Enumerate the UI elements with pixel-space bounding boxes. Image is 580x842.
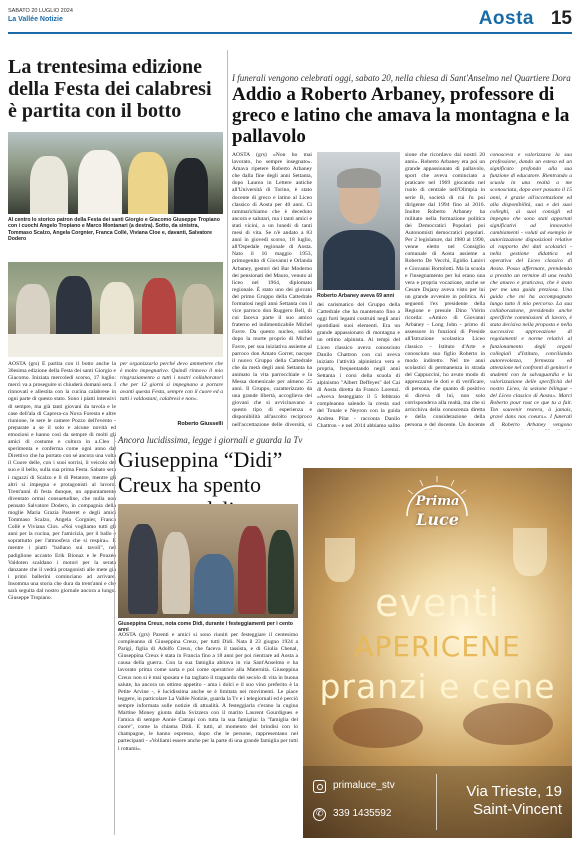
left-article-col2: per organizzarla perché devo ammettere che è molto impegnativo. Quindi rinnovo il mio ringraziamento a tutti i nostri collaboratori che per 12 giorni si impegnano a portare avanti questa Festa, sempre con il cuore ed a tutti i valdostani, calabresi e non».	[120, 361, 223, 403]
ad-line-pranzi: pranzi e cene	[319, 667, 556, 706]
bottom-kicker: Ancora lucidissima, legge i giornali e guarda la Tv	[118, 435, 303, 445]
ad-line-eventi: eventi	[375, 581, 500, 625]
masthead	[8, 6, 572, 34]
main-article-col2: dei carismatico del Gruppo della Cattedrale che ha mantenuto fino a oggi forti legami costruiti negli anni quotidiani suoi elementi. Era un grande appassionato di montagna e un ottimo alpinista. Ai tempi del Liceo classico aveva conosciuto Danilo Chattron con cui aveva iniziato l'attività alpinistica vera e propria, frequentando negli anni Settanta i corsi della scuola di alpinismo "Albert Deffeyes" del Cai di Aosta diretta da Franco Lorenzi. «Aveva festeggiato il 5 febbraio compleanno salendo la cresta sud del Tonale e Neyron con la guida Andrea Pilat - racconta Danilo Chattron - e nel 2014 abbiamo salito	[317, 302, 400, 429]
column-rule	[227, 50, 228, 430]
ad-divider	[436, 774, 437, 830]
column-rule	[114, 435, 115, 835]
newspaper-name: La Vallée Notizie	[8, 16, 63, 23]
birthday-photo-caption: Giuseppina Creux, nota come Didi, durante i festeggiamenti per i cento anni	[118, 621, 293, 634]
left-article-byline: Roberto Giusselli	[177, 421, 223, 427]
main-article-col4: conosceva e valorizzava la sua professione, dando un esteso ed un significato profondo alla sua funzione di educatore. Rientrando a scuola in una realtà a me sconosciuta, dopo aver passato il 15 anni, è grazie all'accettazione ed alla disponibilità, sua e dei suoi colleghi, ai suoi consigli ed impegno che sono stati apportati significativi ad innovativi cambiamenti - voluti ad esempio le autorizzazione disposizioni relative al rapporto dei dati scolastici - nella gestione didattica ed operativa del Liceo classico di Aosta. Posso affermare, prendendo a prestito un termine di una realtà che amavo e praticava, che è stato per me una guida preziosa. Una guida che mi ha accompagnato lungo tutto il mio percorso. La sua collaborazione, presidendo anche specifiche commissioni di lavoro, è stata decisiva nella proposta e nella successiva approvazione di regolamenti e norme relativi al funzionamento degli organi collegiali d'Istituto, conciliando autorevolezza, fermezza ed attenzione nel confronti di genitori e studenti con la salvaguardia e la valorizzazione delle specificità del nostro Liceo, la sezione bilingue - del Liceo classico di Aosta». Marci Roberto pour tout ce que tu a fait. Ton souvenir restera, à jamais, gravé dans nos coeurs». I funerali di Roberto Arbaney vengono	[490, 152, 572, 428]
portrait-caption: Roberto Arbaney aveva 69 anni	[317, 293, 395, 299]
ad-brand-top: Prima	[415, 494, 460, 509]
wine-glass-image	[513, 528, 547, 576]
prima-luce-advert[interactable]	[303, 468, 572, 838]
instagram-icon	[313, 780, 326, 793]
page-number: 15	[550, 8, 572, 29]
bottom-article: AOSTA (grs) Parenti e amici si sono riuniti per festeggiare il centesimo compleanno di Giuseppina Creux, per tutti Didi. Nata il 23 giugno 1924 a Parigi, figlia di Adolfo Creux, che faceva il tassista, e di Giulia Chenal, Giuseppina Creux è stata in Francia fino a 18 anni per poi rientrare ad Aosta a causa della guerra. Con la sua famiglia abitava in via Sant'Anselmo e ha lavorato prima come sarta e poi come operatrice alla Maternità. Giuseppina Creux non si è mai sposata e ha tagliato il traguardo del secolo di vita in buona salute, ha ancora un ottimo appetito - ama i dolci e il suo vino preferito è la Petite Arvine -, è lucidissima anche se è limitata nei movimenti. Le piace leggere, in particolare La Vallée Notizie, guarda la Tv e i telegiornali ed è perciò sempre informata sulle notizie di attualità. A festeggiarla c'erano la cugina Martine Money giunta dalla Svizzera con il marito Laurent Gourdigues e l'amica di sempre Annie Catrapi con tutta la sua famiglia: la "famiglia del cuore", come la chiama Didi. E tutti, al momento del brindisi con lo champagne, le hanno espresso, dopo che le persone, rappresentano nel partecipanti - «Volliami essere anche per la parte di una grande famiglia per tutti i rottami».	[118, 632, 298, 752]
ad-phone-number[interactable]: 339 1435592	[333, 808, 392, 819]
festa-photo-cooks-caption: Al centro lo storico patron della Festa dei santi Giorgio e Giacomo Giuseppe Tropiano con i cuochi Angelo Tropiano e Marco Montanari (a destra). Sotto, da sinistra, Tommaso Scalzo, Angela Corgnier, Franca Collè, Viviana Cloe e, davanti, Salvatore Dodero	[8, 217, 220, 242]
food-plate-image	[333, 708, 423, 748]
ad-line-apericene: APERICENE	[354, 630, 521, 663]
festa-photo-guests	[8, 262, 223, 357]
main-article-col1: AOSTA (grs) «Non ho mai lavorato, ho sempre insegnato». Amava ripetere Roberto Arbaney che dalla fine degli anni Settanta, dopo Laurea in Lettere antiche all'Università di Torino, è stato docente di greco e latino al Liceo classico di Aosta per 40 anni. Ci rammarichiamo che è deceduto ancora e salutari, ma i tanti amici e stati vicini, a un lunedi di tanti mesi di vita. Se n'è andato a 83 anni in giovedì scorso, 18 luglio, all'Ospedale regionale di Aosta. Nato il 16 maggio 1953, primogenito di Giovanni e Orlanda Arbaney, gestori del Bar Moderno dei pensionati del Mauro, venuto al liceo nel 1964, diplomato regionale. È stato uno dei giovani del primo Gruppo della Cattedrale formatosi negli anni Settanta con il vice parroco don Ruggero Bell, di cui faceva parte il suo amico fraterno ed indimenticabile Michel Favre. Da questo nucleo, solido dopo la morte proprio di Michel Favre, per sua iniziativa assieme al parroco don Amato Gorret, nacque il nuovo Gruppo della Cattedrale che da metà degli anni Settanta ha animato la vita parrocchiale e la Messa domenicale per almeno 25 anni. Il Gruppo, caratterizzato da una grande libertà, accoglieva dei giovani che si avvicinavano a questo tipo di esperienza e disponibilità all'ascolto reciproco nell'accettazione delle diversità, si	[232, 152, 312, 428]
left-article-col1: AOSTA (grs) È partita con il botto anche la 30esima edizione della Festa dei santi Giorgio e Giacomo. Iniziata mercoledì scorso, 17 luglio: mercì va a proseguire si chiuderà domani sera. I rinnovati e allestita con la cucina calabrese in ogni parte di questo stato. Sono i piatti intensivi di sempre, ma già tanti giovani da tavola e le case dell'ala di Caprera-ca Nova Foresta e altre riunione, le sere le camere Pozzo dell'evento - preparate a se il solo e alcune novità ed emozioni e hanno così da sempre di molti gli amici di costume e cultura in a.Cleo - sperimenta e conferma come ogni anno dal Direttivo che ha portato con sé ancora una volta il Cuore delle, con i suoi sorrisi, il veicolo del suo e il bello, sulla sua prima Festa. Sabato sera i ragazzi di Scalzo e lì di Petatore, mentre gli altri si impegna e protagonisti al lavoro. Trent'anni di festa dunque, un appuntamento diventato ormai consuetudine, che nulla non pensato Salvatore Dodero, in compagnia della moglie Maria Grazia Pasteret e degli amici Tommaso Scalzo, Angela Corgnier, Franca Collè e Viviana Clos. «Noi vogliamo tutti gli anni per la cucina, per l'amicizia, per il ballo e soprattutto per l'atmosfera che si respira». E mentre i piatti "ballano sui tavoli", nel padiglione accanto Erik Bionaz e le Pouzéo Valdoten scaldano i motori per la serata danzante che il vedrà protagonisti alle mete già i primi ballerini cominciano ad arrivare. Insomma una storia che dura da trent'anni e che sarà seguita dal nostro giornale ancora a lungo. Giuseppe Tropiano.	[8, 361, 116, 602]
food-plate-image	[463, 703, 553, 745]
birthday-photo	[118, 504, 298, 618]
main-article-col3: sione che ricordavo dai nostri 20 anni». Roberto Arbaney era poi un grande appassionato di pallavolo, sport che aveva cominciato a praticare nel 1969 giocando nel ruolo di centrale nell'Olimpia in serie B, società di cui fu poi dirigente dal 1994 fino al 2016. Inoltre Roberto Arbaney ha militato nella formazione politica dei Democratici Popolari poi Autonomisti democratici popolari. Per 2 legislature, dal 1980 al 1990, venne eletto nel Consiglio comunale di Aosta assieme a Roberto De Vecchi, Egidio Lanivi e Giovanni Bortolotti. Ma la scuola e l'insegnamento per lui erano una vera e propria vocazione, anche se Cesare Dujany aveva visto per lui un grande avvenire in politica. Ai seguenti l'ex presidente della Regione e presule Dino Viérin ricorda: «Amico di Giovanni Arbaney - Long John - primo di assessore in funzioni di Preside all'Istruzione scolastica Liceo classico - Istituto d'Arte e conosciuto suo figlio Roberto in modo indiretto. Nel tre anni scolastici di permanenza in strada del Cappuccini, ho avuto modo di apprezzarne le doti e di verificare, di persona, che quanto di positivo si diceva di lui, non solo corrispondeva alla realtà, ma che si arricchiva della conoscenza diretta e della considerazione della persona e del docente. Un docente	[405, 152, 485, 428]
festa-photo-cooks	[8, 132, 223, 214]
main-headline: Addio a Roberto Arbaney, professore di greco e latino che amava la montagna e la pallavolo	[232, 84, 570, 147]
issue-date: SABATO 20 LUGLIO 2024	[8, 8, 73, 14]
phone-icon	[313, 808, 326, 821]
wine-glass-image	[325, 538, 355, 582]
ad-address-street: Via Trieste, 19	[466, 783, 562, 800]
ad-address-city: Saint-Vincent	[473, 801, 562, 818]
ad-footer	[303, 766, 572, 838]
section-title: Aosta	[478, 8, 534, 29]
ad-brand-bottom: Luce	[416, 510, 459, 529]
left-headline: La trentesima edizione della Festa dei calabresi è partita con il botto	[8, 56, 212, 122]
portrait-roberto-arbaney	[317, 152, 400, 290]
main-kicker: I funerali vengono celebrati oggi, sabato 20, nella chiesa di Sant'Anselmo nel Quartiere Dora	[232, 73, 571, 83]
ad-instagram-handle[interactable]: primaluce_stv	[333, 780, 395, 791]
bottom-headline: Giuseppina “Didi” Creux ha spento	[118, 447, 283, 497]
